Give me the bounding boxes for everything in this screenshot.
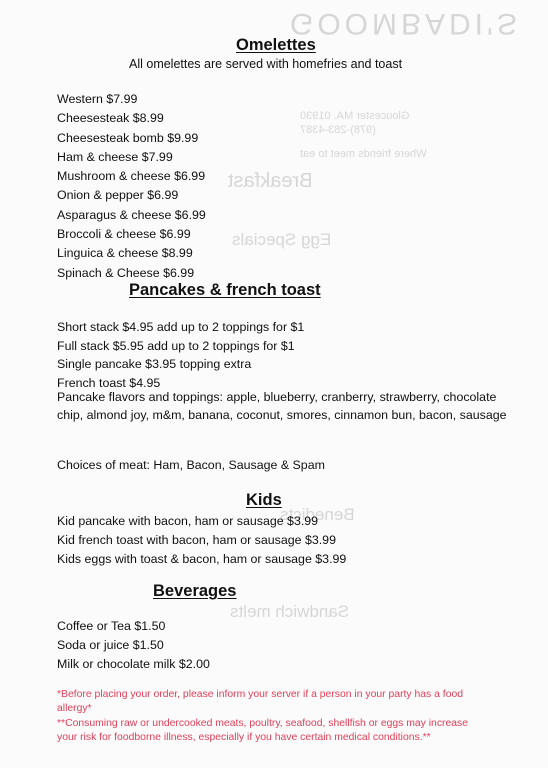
raw-food-warning: **Consuming raw or undercooked meats, poultry, seafood, shellfish or eggs may increase your risk for foodborne illness, especially if you have certain medical conditions.** <box>57 717 469 743</box>
omelettes-list <box>57 90 206 283</box>
omelettes-heading: Omelettes <box>236 36 316 54</box>
kids-heading: Kids <box>246 491 282 509</box>
pancakes-list <box>57 318 304 392</box>
bleed-tagline: Where friends meet to eat <box>300 148 427 160</box>
beverage-item: Soda or juice $1.50 <box>57 637 164 652</box>
beverages-heading: Beverages <box>153 582 237 600</box>
omelette-item: Asparagus & cheese $6.99 <box>57 207 206 222</box>
kids-item: Kids eggs with toast & bacon, ham or sausage $3.99 <box>57 551 347 566</box>
omelette-item: Mushroom & cheese $6.99 <box>57 169 206 184</box>
kids-item: Kid french toast with bacon, ham or sausage $3.99 <box>57 532 336 547</box>
pancake-item: Short stack $4.95 add up to 2 toppings for $1 <box>57 320 305 334</box>
omelette-item: Broccoli & cheese $6.99 <box>57 227 191 242</box>
bleed-restaurant-name: GOOMBADI'S <box>290 7 521 40</box>
kids-list <box>57 512 346 568</box>
footnotes <box>57 688 477 745</box>
pancake-item: French toast $4.95 <box>57 375 161 390</box>
beverage-item: Milk or chocolate milk $2.00 <box>57 656 210 671</box>
meat-choices: Choices of meat: Ham, Bacon, Sausage & Spam <box>57 458 325 472</box>
omelette-item: Onion & pepper $6.99 <box>57 188 179 203</box>
omelette-item: Spinach & Cheese $6.99 <box>57 265 195 280</box>
bleed-benedicts: Benedicts <box>280 505 355 524</box>
pancake-item: Full stack $5.95 add up to 2 toppings for $1 <box>57 338 295 353</box>
pancake-flavors: Pancake flavors and toppings: apple, blueberry, cranberry, strawberry, chocolate chip, almond joy, m&m, banana, coconut, smores, cinnamon bun, bacon, sausage <box>57 390 507 422</box>
bleed-address-1: Gloucester MA. 01930 <box>300 110 410 122</box>
bleed-address-2: (978)-283-4387 <box>300 124 376 136</box>
omelette-item: Western $7.99 <box>57 92 138 106</box>
bleed-egg-specials: Egg Specials <box>232 230 332 249</box>
bleed-sandwich-melts: Sandwich melts <box>230 602 350 621</box>
beverage-item: Coffee or Tea $1.50 <box>57 619 166 633</box>
omelette-item: Linguica & cheese $8.99 <box>57 246 193 261</box>
omelette-item: Cheesesteak $8.99 <box>57 111 164 126</box>
omelette-item: Ham & cheese $7.99 <box>57 149 173 164</box>
kids-item: Kid pancake with bacon, ham or sausage $3.99 <box>57 514 319 528</box>
bleed-breakfast: Breakfast <box>228 170 313 192</box>
omelette-item: Cheesesteak bomb $9.99 <box>57 130 199 145</box>
pancakes-heading: Pancakes & french toast <box>129 281 321 299</box>
allergy-notice: *Before placing your order, please inform your server if a person in your party has a food allergy* <box>57 689 464 715</box>
beverages-list <box>57 617 210 673</box>
omelettes-subtitle: All omelettes are served with homefries and toast <box>129 57 403 71</box>
pancake-item: Single pancake $3.95 topping extra <box>57 357 252 371</box>
